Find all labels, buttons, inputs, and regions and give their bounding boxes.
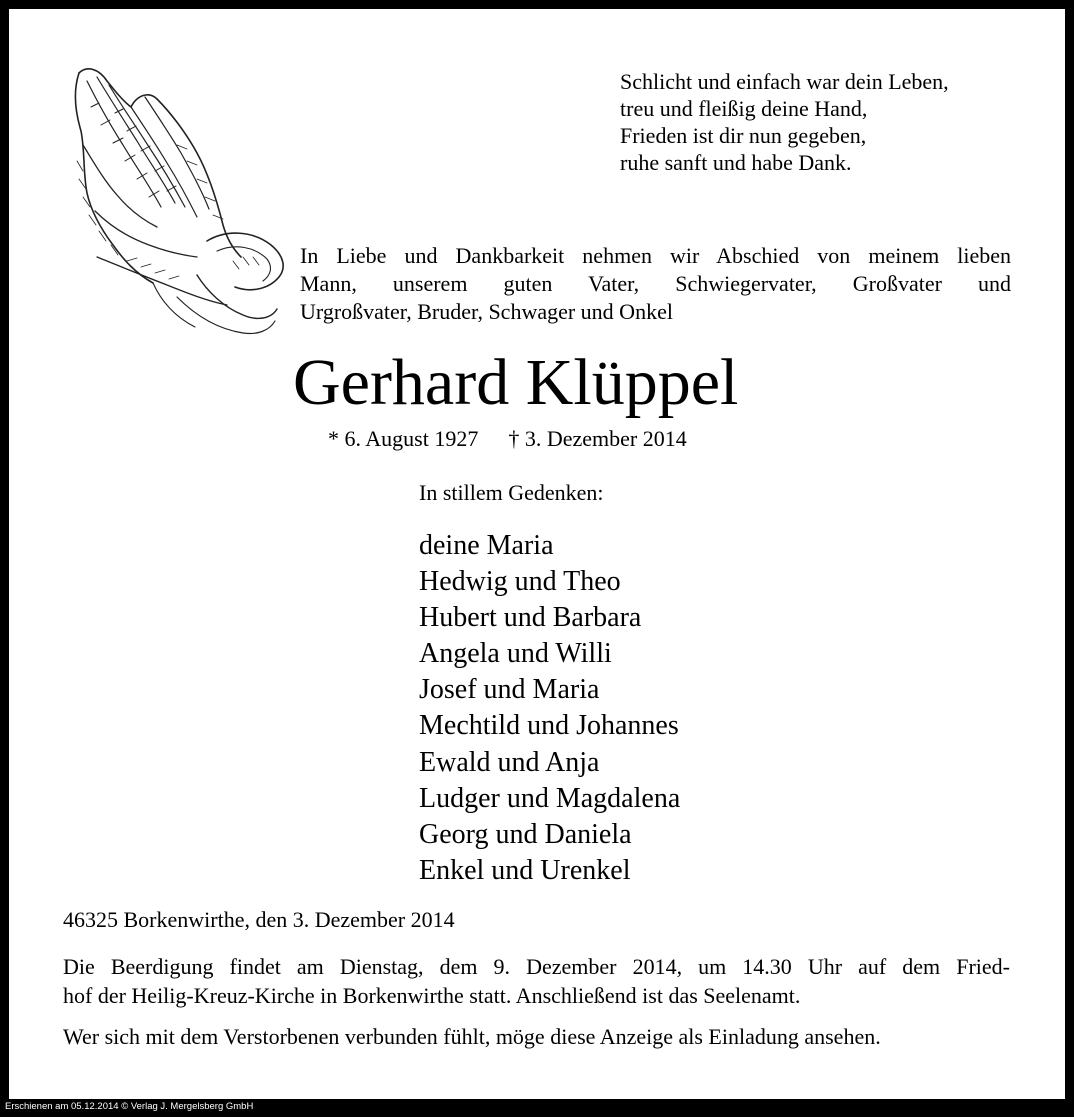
deceased-name: Gerhard Klüppel	[293, 346, 739, 419]
list-item: deine Maria	[419, 530, 554, 561]
list-item: Hubert und Barbara	[419, 602, 642, 634]
intro-line: In Liebe und Dankbarkeit nehmen wir Abschied von meinem lieben	[300, 243, 1011, 268]
birth-date: * 6. August 1927	[328, 426, 479, 451]
intro-line: Urgroßvater, Bruder, Schwager und Onkel	[300, 299, 673, 324]
poem-line: treu und fleißig deine Hand,	[620, 96, 868, 121]
list-item: Hedwig und Theo	[419, 566, 621, 598]
farewell-intro	[300, 242, 1011, 326]
list-item: Ewald und Anja	[419, 746, 600, 778]
list-item: Enkel und Urenkel	[419, 854, 631, 886]
mourners-heading: In stillem Gedenken:	[419, 480, 604, 505]
invitation-note: Wer sich mit dem Verstorbenen verbunden fühlt, möge diese Anzeige als Einladung ansehen.	[63, 1024, 881, 1049]
place-and-date: 46325 Borkenwirthe, den 3. Dezember 2014	[63, 907, 455, 932]
funeral-details	[63, 953, 1010, 1010]
poem	[620, 68, 949, 176]
praying-hands-icon	[57, 61, 293, 351]
obituary-notice	[9, 9, 1065, 1099]
funeral-line: hof der Heilig-Kreuz-Kirche in Borkenwirthe statt. Anschließend ist das Seelenamt.	[63, 982, 801, 1008]
mourners-list	[419, 528, 680, 889]
poem-line: Frieden ist dir nun gegeben,	[620, 123, 867, 148]
poem-line: ruhe sanft und habe Dank.	[620, 150, 852, 175]
list-item: Josef und Maria	[419, 674, 600, 706]
poem-line: Schlicht und einfach war dein Leben,	[620, 69, 949, 94]
death-date: † 3. Dezember 2014	[508, 426, 687, 451]
list-item: Mechtild und Johannes	[419, 710, 679, 742]
funeral-line: Die Beerdigung findet am Dienstag, dem 9. Dezember 2014, um 14.30 Uhr auf dem Fried-	[63, 954, 1010, 979]
list-item: Ludger und Magdalena	[419, 782, 681, 814]
list-item: Georg und Daniela	[419, 818, 632, 850]
life-dates	[328, 425, 687, 453]
list-item: Angela und Willi	[419, 638, 612, 670]
intro-line: Mann, unserem guten Vater, Schwiegervater, Großvater und	[300, 271, 1011, 296]
publisher-footer: Erschienen am 05.12.2014 © Verlag J. Mergelsberg GmbH	[5, 1101, 254, 1112]
